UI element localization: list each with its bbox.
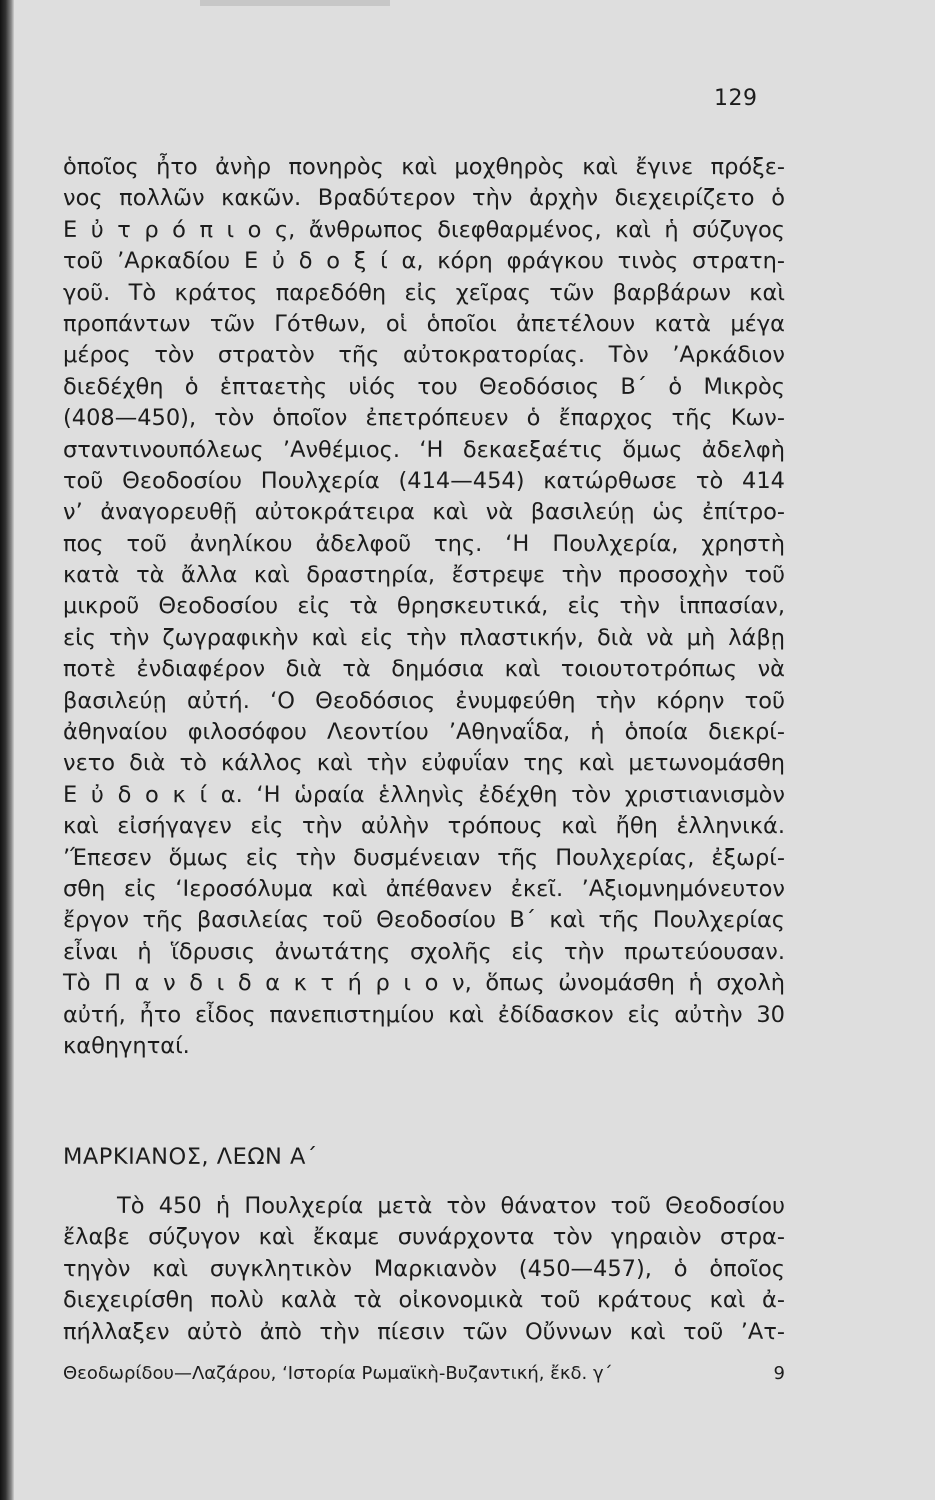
text-line: εἰς τὴν ζωγραφικὴν καὶ εἰς τὴν πλαστικήν, διὰ νὰ μὴ λάβῃ [63, 624, 785, 651]
text-line: σθη εἰς ‘Ιεροσόλυμα καὶ ἀπέθανεν ἐκεῖ. ’Αξιομνημόνευτον [63, 875, 785, 902]
signature-mark: 9 [773, 1363, 785, 1384]
text-line: ἔλαβε σύζυγον καὶ ἔκαμε συνάρχοντα τὸν γηραιὸν στρα- [63, 1224, 785, 1251]
text-line: κατὰ τὰ ἄλλα καὶ δραστηρία, ἔστρεψε τὴν προσοχὴν τοῦ [63, 562, 785, 589]
text-line: νος πολλῶν κακῶν. Βραδύτερον τὴν ἀρχὴν διεχειρίζετο ὁ [63, 185, 785, 212]
text-line: διεδέχθη ὁ ἑπταετὴς υἱός του Θεοδόσιος Β΄ ὁ Μικρὸς [63, 373, 785, 400]
text-line: πήλλαξεν αὐτὸ ἀπὸ τὴν πίεσιν τῶν Οὔννων καὶ τοῦ ’Ατ- [63, 1318, 785, 1345]
text-line: τοῦ ’Αρκαδίου Ε ὐ δ ο ξ ί α, κόρη φράγκου τινὸς στρατη- [63, 248, 785, 275]
page-footer [63, 1362, 785, 1386]
text-line: Τὸ 450 ἡ Πουλχερία μετὰ τὸν θάνατον τοῦ Θεοδοσίου [117, 1193, 785, 1219]
section-paragraph [63, 1191, 785, 1348]
text-line: ἀθηναίου φιλοσόφου Λεοντίου ’Αθηναΐδα, ἡ ὁποία διεκρί- [63, 719, 785, 746]
text-line: ’Έπεσεν ὅμως εἰς τὴν δυσμένειαν τῆς Πουλχερίας, ἐξωρί- [63, 844, 785, 871]
text-line: τηγὸν καὶ συγκλητικὸν Μαρκιανὸν (450—457), ὁ ὁποῖος [63, 1255, 785, 1282]
text-line: διεχειρίσθη πολὺ καλὰ τὰ οἰκονομικὰ τοῦ κράτους καὶ ἀ- [63, 1287, 785, 1314]
text-line: εἶναι ἡ ἵδρυσις ἀνωτάτης σχολῆς εἰς τὴν πρωτεύουσαν. [63, 938, 785, 965]
text-line: ὁποῖος ἦτο ἀνὴρ πονηρὸς καὶ μοχθηρὸς καὶ ἔγινε πρόξε- [63, 154, 785, 180]
page-binding-edge [0, 0, 14, 1500]
footer-citation: Θεοδωρίδου—Λαζάρου, ‘Ιστορία Ρωμαϊκὴ-Βυζαντική, ἔκδ. γ΄ [63, 1363, 613, 1384]
text-line: Ε ὐ δ ο κ ί α. ‘Η ὡραία ἑλληνὶς ἐδέχθη τὸν χριστιανισμὸν [63, 781, 785, 808]
text-line: αὐτή, ἦτο εἶδος πανεπιστημίου καὶ ἐδίδασκον εἰς αὐτὴν 30 [63, 1001, 785, 1028]
text-line: ἔργον τῆς βασιλείας τοῦ Θεοδοσίου Β΄ καὶ τῆς Πουλχερίας [63, 907, 785, 934]
text-line: πος τοῦ ἀνηλίκου ἀδελφοῦ της. ‘Η Πουλχερία, χρηστὴ [63, 530, 785, 557]
text-line: μικροῦ Θεοδοσίου εἰς τὰ θρησκευτικά, εἰς τὴν ἱππασίαν, [63, 593, 785, 620]
text-line: γοῦ. Τὸ κράτος παρεδόθη εἰς χεῖρας τῶν βαρβάρων καὶ [63, 279, 785, 306]
text-line: σταντινουπόλεως ’Ανθέμιος. ‘Η δεκαεξαέτις ὅμως ἀδελφὴ [63, 436, 785, 463]
text-line: τοῦ Θεοδοσίου Πουλχερία (414—454) κατώρθωσε τὸ 414 [63, 467, 785, 494]
text-line: προπάντων τῶν Γότθων, οἱ ὁποῖοι ἀπετέλουν κατὰ μέγα [63, 310, 785, 337]
text-line: νετο διὰ τὸ κάλλος καὶ τὴν εὐφυΐαν της καὶ μετωνομάσθη [63, 750, 785, 777]
text-line: (408—450), τὸν ὁποῖον ἐπετρόπευεν ὁ ἔπαρχος τῆς Κων- [63, 405, 785, 432]
text-line: καὶ εἰσήγαγεν εἰς τὴν αὐλὴν τρόπους καὶ ἤθη ἑλληνικά. [63, 813, 785, 840]
scan-mark [200, 0, 390, 6]
main-paragraph [63, 152, 785, 1062]
section-heading: ΜΑΡΚΙΑΝΟΣ, ΛΕΩΝ Α΄ [63, 1144, 318, 1170]
text-line: ν’ ἀναγορευθῇ αὐτοκράτειρα καὶ νὰ βασιλεύῃ ὡς ἐπίτρο- [63, 499, 785, 526]
text-line: μέρος τὸν στρατὸν τῆς αὐτοκρατορίας. Τὸν ’Αρκάδιον [63, 342, 785, 369]
page-number: 129 [714, 86, 758, 111]
text-line: καθηγηταί. [63, 1032, 190, 1059]
text-line: ποτὲ ἐνδιαφέρον διὰ τὰ δημόσια καὶ τοιουτοτρόπως νὰ [63, 656, 785, 683]
text-line: Τὸ Π α ν δ ι δ α κ τ ή ρ ι ο ν, ὅπως ὠνομάσθη ἡ σχολὴ [63, 970, 785, 997]
text-line: βασιλεύῃ αὐτή. ‘Ο Θεοδόσιος ἐνυμφεύθη τὴν κόρην τοῦ [63, 687, 785, 714]
text-line: Ε ὐ τ ρ ό π ι ο ς, ἄνθρωπος διεφθαρμένος, καὶ ἡ σύζυγος [63, 216, 785, 243]
